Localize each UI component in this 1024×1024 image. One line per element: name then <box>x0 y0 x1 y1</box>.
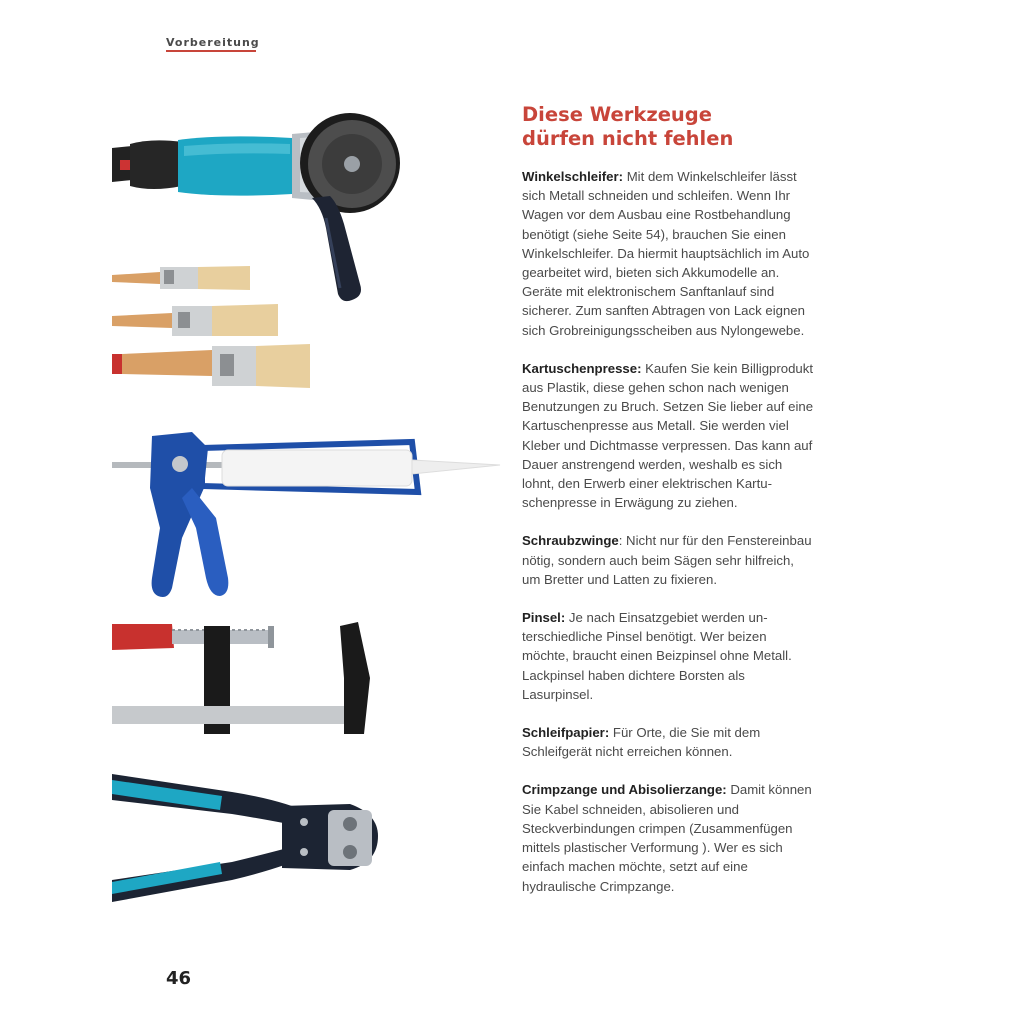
term-description: Je nach Einsatzgebiet werden unterschiedliche Pinsel benötigt. Wer beizen möchte, braucht einen Beizpinsel ohne Metall. Lackpinsel haben dichtere Borsten als Lasurpinsel. <box>522 610 792 702</box>
article-body <box>522 167 814 915</box>
article-title-line2: dürfen nicht fehlen <box>522 127 734 150</box>
paragraph-winkelschleifer <box>522 167 814 340</box>
term-label: Winkelschleifer: <box>522 169 624 184</box>
term-description: Für Orte, die Sie mit dem Schleifgerät nicht erreichen können. <box>522 725 761 760</box>
section-label: Vorbereitung <box>166 36 260 49</box>
term-label: Schraubzwinge <box>522 533 619 549</box>
term-label: Schleifpapier: <box>522 725 610 741</box>
page-number: 46 <box>166 968 192 989</box>
term-label: Pinsel: <box>522 610 566 626</box>
section-underline <box>166 50 256 52</box>
term-description: Damit können Sie Kabel schneiden, abisolieren und Steckverbindungen crimpen (Zusammenfügen mittels plastischer Verformung ). Wer es sich einfach machen möchte, setzt auf eine hydraulische Crimpzange. <box>522 782 812 894</box>
term-description: : Nicht nur für den Fenstereinbau nötig, sondern auch beim Sägen sehr hilfreich, um Bretter und Latten zu fixieren. <box>522 533 812 587</box>
paragraph-kartuschenpresse <box>522 359 814 513</box>
paintbrush-icon <box>112 262 312 390</box>
paragraph-schraubzwinge <box>522 531 814 589</box>
wire-stripper-icon <box>112 770 384 906</box>
term-label: Kartuschenpresse: <box>522 360 642 376</box>
paragraph-schleifpapier <box>522 723 814 761</box>
article-title-line1: Diese Werkzeuge <box>522 103 712 126</box>
term-description: Mit dem Winkelschleifer lässt sich Metall schneiden und schleifen. Wenn Ihr Wagen vor dem Ausbau eine Rostbehandlung benötigt (siehe Seite 54), brauchen Sie einen Winkelschleifer. Da hiermit hauptsächlich im Auto gearbeitet wird, bieten sich Akkumodelle an. Geräte mit elektronischem Sanftanlauf sind sicherer. Zum sanften Abtragen von Lack eignen sich Grobreinigungsscheiben aus Nylongewebe. <box>522 169 810 338</box>
term-description: Kaufen Sie kein Billigprodukt aus Plastik, diese gehen schon nach wenigen Benutzungen zu Bruch. Setzen Sie lieber auf eine Kartuschenpresse aus Metall. Sie werden viel Kleber und Dichtmasse verpressen. Das kann auf Dauer anstrengend werden, weshalb es sich lohnt, den Erwerb einer elektrischen Kartuschenpresse in Erwägung zu ziehen. <box>522 360 814 511</box>
term-label: Crimpzange und Abisolierzange: <box>522 782 727 798</box>
paragraph-pinsel <box>522 608 814 704</box>
caulking-gun-icon <box>112 428 502 604</box>
article-title <box>522 103 822 151</box>
clamp-icon <box>112 618 374 740</box>
paragraph-crimpzange <box>522 780 814 895</box>
